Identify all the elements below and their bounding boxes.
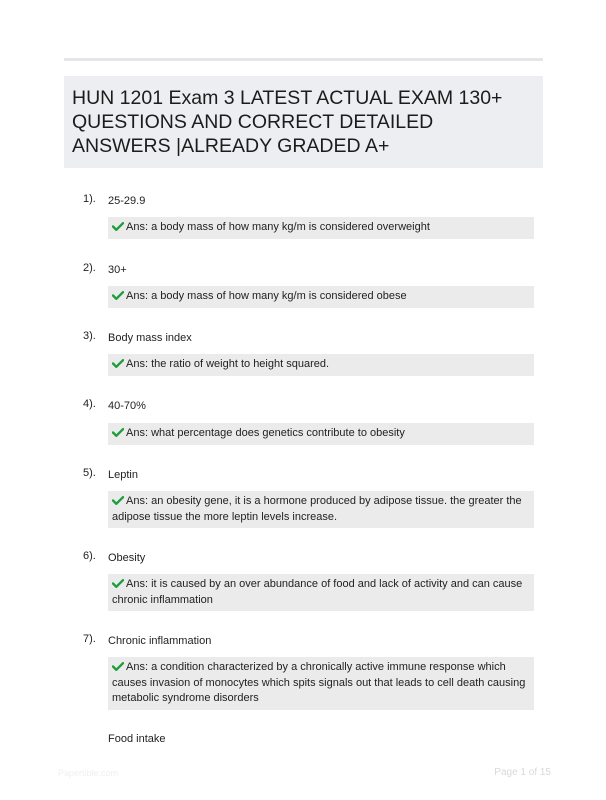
question-text: 25-29.9 <box>108 195 146 207</box>
checkmark-icon <box>112 579 124 588</box>
answer-prefix: Ans: <box>126 578 149 590</box>
checkmark-icon <box>112 496 124 505</box>
answer-box <box>108 574 534 611</box>
answer-text: what percentage does genetics contribute to obesity <box>151 427 405 439</box>
question-text: Leptin <box>108 469 138 481</box>
next-question-text: Food intake <box>108 733 166 745</box>
answer-box <box>108 286 534 308</box>
page-indicator: Page 1 of 15 <box>494 767 551 778</box>
answer-prefix: Ans: <box>126 495 149 507</box>
answer-prefix: Ans: <box>126 661 149 673</box>
checkmark-icon <box>112 291 124 300</box>
answer-prefix: Ans: <box>126 221 149 233</box>
question-number: 7). <box>83 633 96 645</box>
checkmark-icon <box>112 222 124 231</box>
answer-prefix: Ans: <box>126 290 149 302</box>
answer-box <box>108 491 534 528</box>
checkmark-icon <box>112 359 124 368</box>
question-number: 6). <box>83 550 96 562</box>
question-text: Body mass index <box>108 332 192 344</box>
answer-text: a body mass of how many kg/m is considered obese <box>151 290 407 302</box>
top-rule <box>64 58 543 61</box>
question-number: 1). <box>83 193 96 205</box>
title-box <box>64 76 543 168</box>
question-number: 4). <box>83 398 96 410</box>
answer-text: it is caused by an over abundance of food and lack of activity and can cause chronic inflammation <box>112 578 523 606</box>
checkmark-icon <box>112 662 124 671</box>
question-number: 3). <box>83 330 96 342</box>
question-text: 40-70% <box>108 400 146 412</box>
question-text: 30+ <box>108 264 127 276</box>
answer-prefix: Ans: <box>126 358 149 370</box>
answer-box <box>108 423 534 445</box>
question-text: Obesity <box>108 552 146 564</box>
answer-box <box>108 657 534 710</box>
answer-text: a condition characterized by a chronically active immune response which causes invasion of monocytes which spits signals out that leads to cell death causing metabolic syndrome disorders <box>112 661 526 704</box>
checkmark-icon <box>112 428 124 437</box>
answer-text: a body mass of how many kg/m is considered overweight <box>151 221 430 233</box>
document-title: HUN 1201 Exam 3 LATEST ACTUAL EXAM 130+ QUESTIONS AND CORRECT DETAILED ANSWERS |ALREADY GRADED A+ <box>72 87 503 157</box>
question-number: 5). <box>83 467 96 479</box>
footer-site-watermark: Papertible.com <box>58 768 119 778</box>
answer-text: the ratio of weight to height squared. <box>151 358 330 370</box>
answer-box <box>108 217 534 239</box>
question-number: 2). <box>83 262 96 274</box>
answer-text: an obesity gene, it is a hormone produced by adipose tissue. the greater the adipose tissue the more leptin levels increase. <box>112 495 522 523</box>
answer-prefix: Ans: <box>126 427 149 439</box>
question-text: Chronic inflammation <box>108 635 212 647</box>
answer-box <box>108 354 534 376</box>
